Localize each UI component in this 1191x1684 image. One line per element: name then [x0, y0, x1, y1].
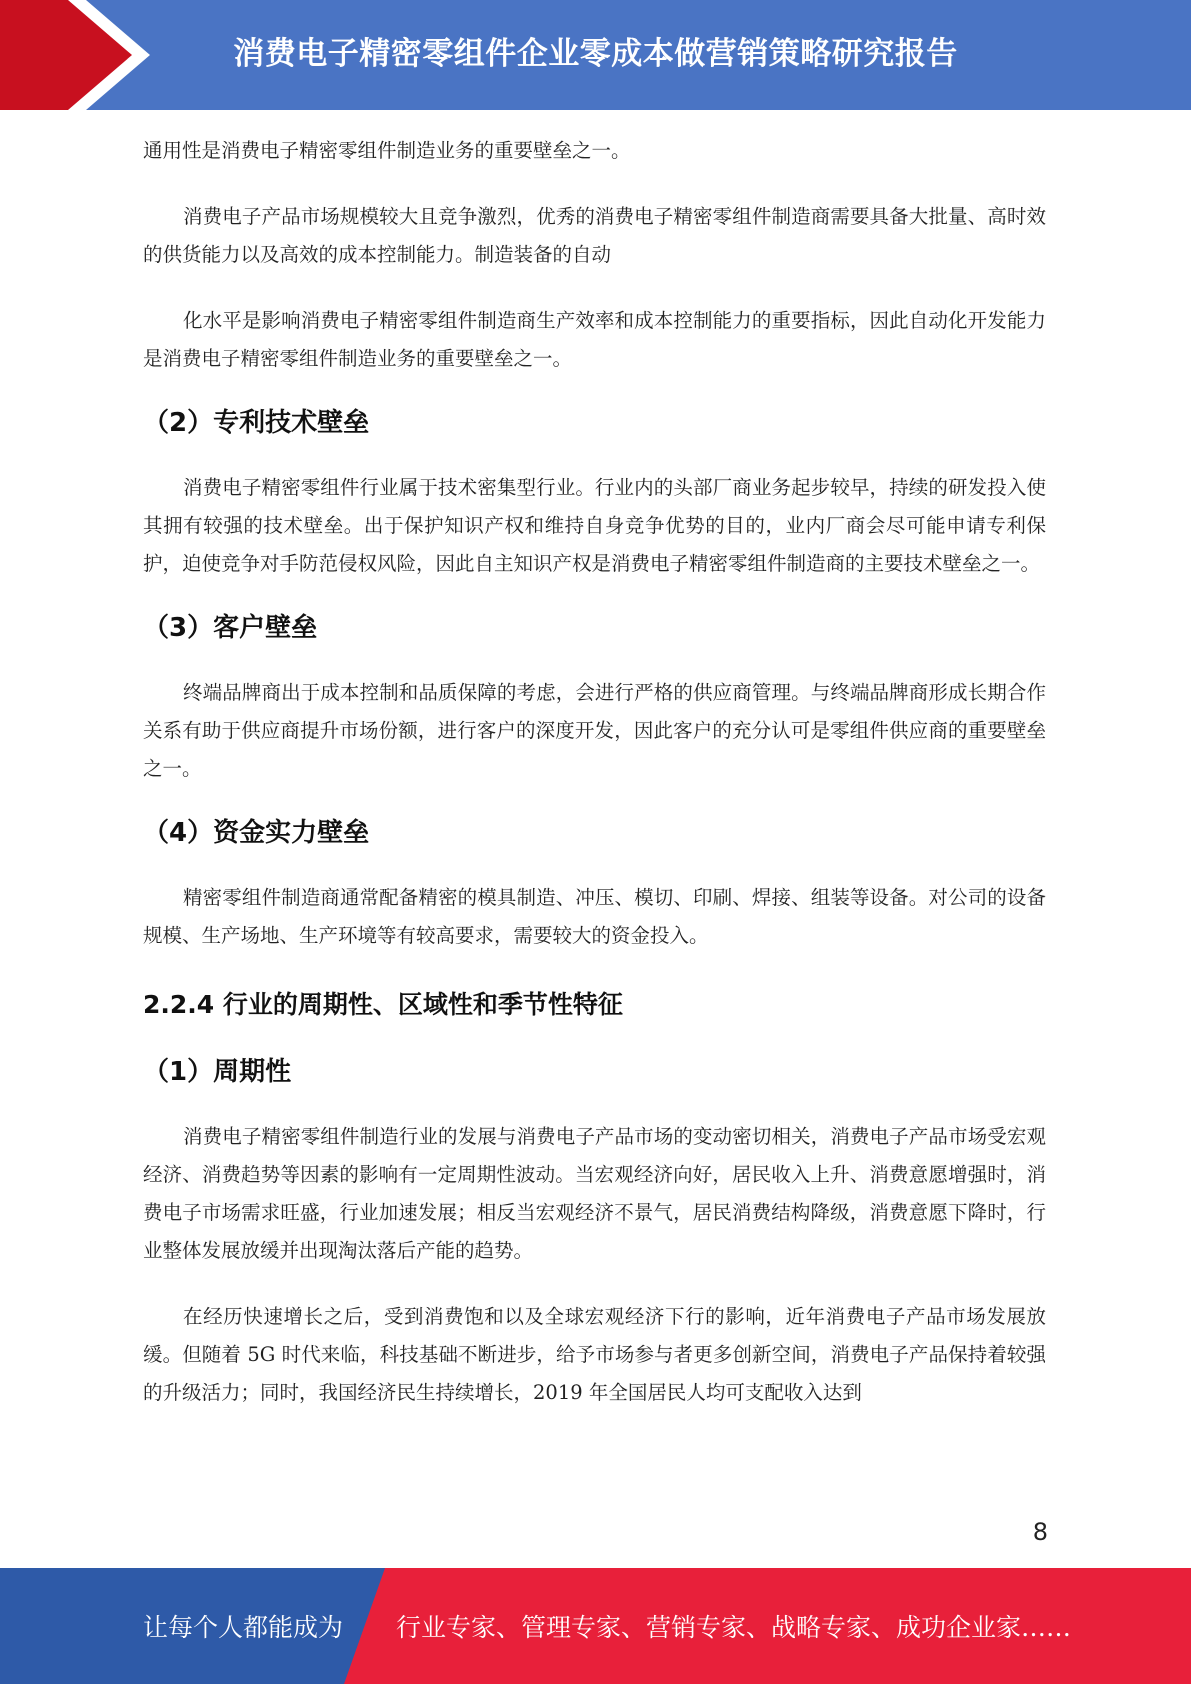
subheading-cyclicality: （1）周期性	[143, 1057, 292, 1087]
footer-slogan-left: 让每个人都能成为	[143, 1613, 344, 1642]
header-arrow-decoration	[0, 0, 150, 110]
report-title: 消费电子精密零组件企业零成本做营销策略研究报告	[233, 35, 958, 72]
subheading-customer-barrier: （3）客户壁垒	[143, 613, 318, 643]
paragraph: 通用性是消费电子精密零组件制造业务的重要壁垒之一。	[143, 139, 631, 162]
paragraph: 化水平是影响消费电子精密零组件制造商生产效率和成本控制能力的重要指标，因此自动化开发能力是消费电子精密零组件制造业务的重要壁垒之一。	[143, 309, 1046, 370]
document-body	[143, 132, 1046, 1412]
page-number: 8	[1032, 1518, 1048, 1546]
footer-slogan-right: 行业专家、管理专家、营销专家、战略专家、成功企业家……	[396, 1613, 1072, 1642]
paragraph: 消费电子精密零组件制造行业的发展与消费电子产品市场的变动密切相关，消费电子产品市场受宏观经济、消费趋势等因素的影响有一定周期性波动。当宏观经济向好，居民收入上升、消费意愿增强时，消费电子市场需求旺盛，行业加速发展；相反当宏观经济不景气，居民消费结构降级，消费意愿下降时，行业整体发展放缓并出现淘汰落后产能的趋势。	[143, 1125, 1046, 1262]
paragraph: 精密零组件制造商通常配备精密的模具制造、冲压、模切、印刷、焊接、组装等设备。对公司的设备规模、生产场地、生产环境等有较高要求，需要较大的资金投入。	[143, 886, 1046, 947]
header-banner	[0, 0, 1191, 110]
subheading-patent-barrier: （2）专利技术壁垒	[143, 408, 370, 438]
footer-banner	[0, 1568, 1191, 1684]
paragraph: 消费电子精密零组件行业属于技术密集型行业。行业内的头部厂商业务起步较早，持续的研发投入使其拥有较强的技术壁垒。出于保护知识产权和维持自身竞争优势的目的，业内厂商会尽可能申请专利保护，迫使竞争对手防范侵权风险，因此自主知识产权是消费电子精密零组件制造商的主要技术壁垒之一。	[143, 476, 1046, 575]
subheading-capital-barrier: （4）资金实力壁垒	[143, 818, 370, 848]
paragraph: 终端品牌商出于成本控制和品质保障的考虑，会进行严格的供应商管理。与终端品牌商形成长期合作关系有助于供应商提升市场份额，进行客户的深度开发，因此客户的充分认可是零组件供应商的重要壁垒之一。	[143, 681, 1046, 780]
section-heading: 2.2.4 行业的周期性、区域性和季节性特征	[143, 990, 623, 1019]
paragraph: 在经历快速增长之后，受到消费饱和以及全球宏观经济下行的影响，近年消费电子产品市场发展放缓。但随着 5G 时代来临，科技基础不断进步，给予市场参与者更多创新空间，消费电子产品保持着较强的升级活力；同时，我国经济民生持续增长，2019 年全国居民人均可支配收入达到	[143, 1305, 1046, 1404]
paragraph: 消费电子产品市场规模较大且竞争激烈，优秀的消费电子精密零组件制造商需要具备大批量、高时效的供货能力以及高效的成本控制能力。制造装备的自动	[143, 205, 1046, 266]
